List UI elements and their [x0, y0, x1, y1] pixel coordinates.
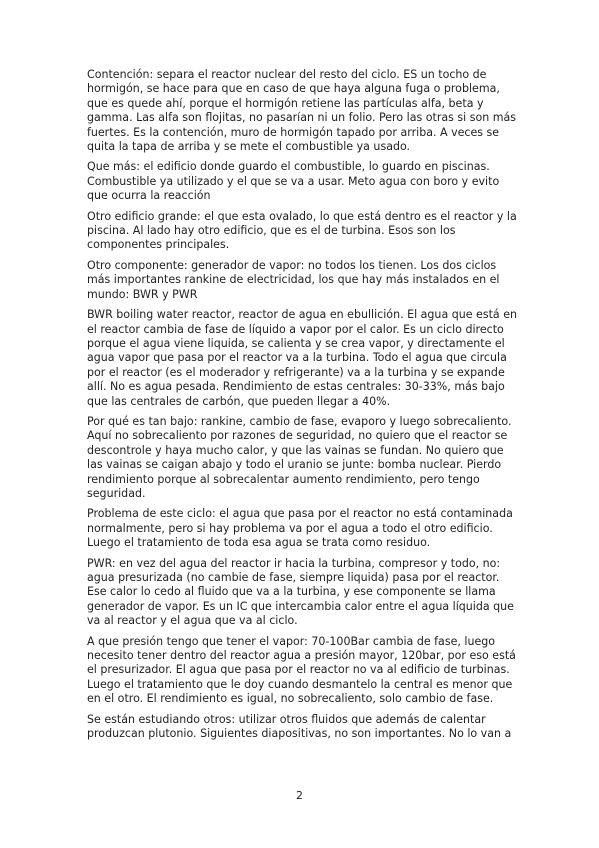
paragraph-rendimiento: Por qué es tan bajo: rankine, cambio de fase, evaporo y luego sobrecaliento. Aquí no sobrecaliento por razones de seguridad, no quiero que el reactor se descontrole y haya mucho calor, y que las vainas se fundan. No quiero que las vainas se caigan abajo y todo el uranio se junte: bomba nuclear. Pierdo rendimiento porque al sobrecalentar aumento rendimiento, pero tengo seguridad. — [87, 414, 512, 500]
page-number: 2 — [296, 789, 303, 802]
paragraph-edificio-ovalado: Otro edificio grande: el que esta ovalado, lo que está dentro es el reactor y la piscina. Al lado hay otro edificio, que es el de turbina. Esos son los componentes principales. — [87, 209, 517, 252]
page-body — [87, 68, 517, 747]
paragraph-bwr: BWR boiling water reactor, reactor de agua en ebullición. El agua que está en el reactor cambia de fase de líquido a vapor por el calor. Es un ciclo directo porque el agua viene liquida, se calienta y se crea vapor, y directamente el agua vapor que pasa por el reactor va a la turbina. Todo el agua que circula por el reactor (es el moderador y refrigerante) va a la turbina y se expande allí. No es agua pesada. Rendimiento de estas centrales: 30-33%, más bajo que las centrales de carbón, que pueden llegar a 40%. — [87, 308, 518, 408]
paragraph-pwr: PWR: en vez del agua del reactor ir hacia la turbina, compresor y todo, no: agua presurizada (no cambie de fase, siempre liquida) pasa por el reactor. Ese calor lo cedo al fluido que va a la turbina, y ese componente se llama generador de vapor. Es un IC que intercambia calor entre el agua líquida que va al reactor y el agua que va al ciclo. — [87, 556, 514, 628]
paragraph-problema-ciclo: Problema de este ciclo: el agua que pasa por el reactor no está contaminada normalmente, pero si hay problema va por el agua a todo el otro edificio. Luego el tratamiento de toda esa agua se trata como residuo. — [87, 507, 513, 550]
paragraph-presion-vapor: A que presión tengo que tener el vapor: 70-100Bar cambia de fase, luego necesito tener dentro del reactor agua a presión mayor, 120bar, por eso está el presurizador. El agua que pasa por el reactor no va al edificio de turbinas. Luego el tratamiento que le doy cuando desmantelo la central es menor que en el otro. El rendimiento es igual, no sobrecaliento, solo cambio de fase. — [87, 634, 516, 706]
paragraph-combustible: Que más: el edificio donde guardo el combustible, lo guardo en piscinas. Combustible ya utilizado y el que se va a usar. Meto agua con boro y evito que ocurra la reacción — [87, 160, 500, 203]
paragraph-contencion: Contención: separa el reactor nuclear del resto del ciclo. ES un tocho de hormigón, se hace para que en caso de que haya alguna fuga o problema, que es quede ahí, porque el hormigón retiene las partículas alfa, beta y gamma. Las alfa son flojitas, no pasarían ni un folio. Pero las otras si son más fuertes. Es la contención, muro de hormigón tapado por arriba. A veces se quita la tapa de arriba y se mete el combustible ya usado. — [87, 68, 517, 154]
paragraph-generador-vapor: Otro componente: generador de vapor: no todos los tienen. Los dos ciclos más importantes rankine de electricidad, los que hay más instalados en el mundo: BWR y PWR — [87, 258, 500, 301]
paragraph-otros-fluidos: Se están estudiando otros: utilizar otros fluidos que además de calentar produzcan plutonio. Siguientes diapositivas, no son importantes. No lo van a — [87, 712, 512, 741]
